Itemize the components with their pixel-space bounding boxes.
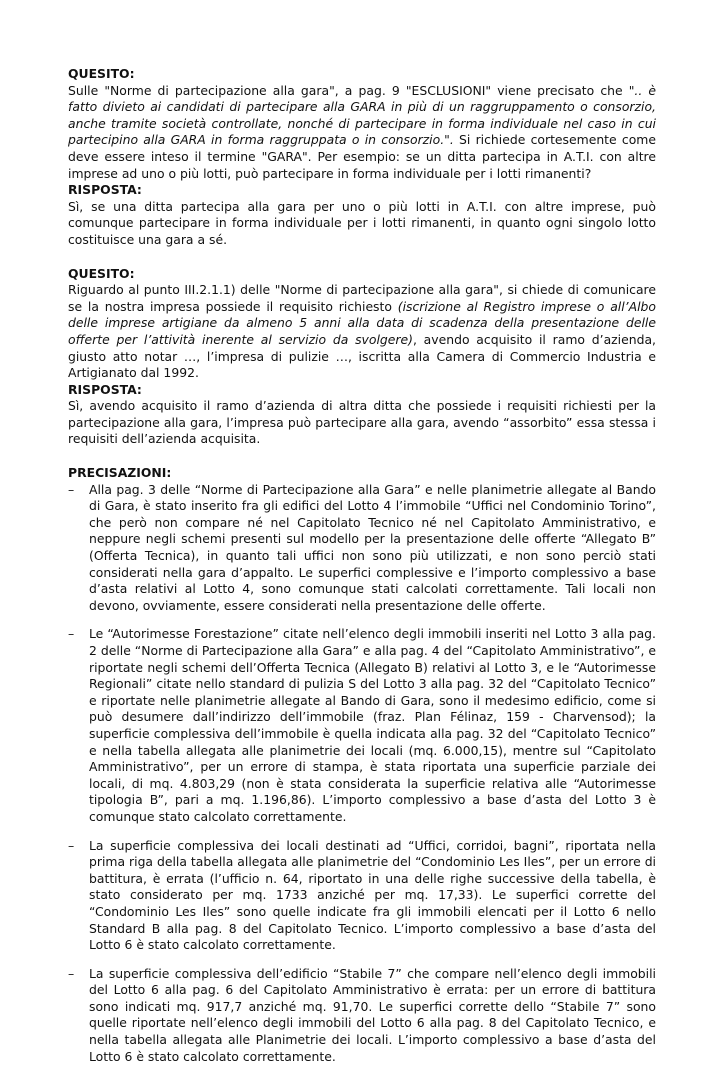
- dash-bullet-icon: –: [68, 481, 75, 497]
- list-item: [68, 966, 656, 1065]
- answer-text: Sì, avendo acquisito il ramo d’azienda di altra ditta che possiede i requisiti richiesti per la partecipazione alla gara, l’impresa può partecipare alla gara, avendo “assorbito” essa stessa i requisiti dell’azienda acquisita.: [68, 398, 656, 447]
- answer-heading: RISPOSTA:: [68, 381, 142, 397]
- list-item: [68, 838, 656, 954]
- question-text-part: Sulle "Norme di partecipazione alla gara", a pag. 9 "ESCLUSIONI" viene precisato che ": [68, 82, 635, 98]
- answer-text: Sì, se una ditta partecipa alla gara per uno o più lotti in A.T.I. con altre imprese, può comunque partecipare in forma individuale per i lotti rimanenti, in quanto ogni singolo lotto costituisce una gara a sé.: [68, 198, 656, 247]
- question-2: [68, 266, 656, 449]
- dash-bullet-icon: –: [68, 626, 75, 642]
- question-quote: (iscrizione al Registro imprese o all’Albo delle imprese artigiane da almeno 5 anni alla data di scadenza della presentazione delle offerte per l’attività inerente al servizio da svolgere): [68, 298, 656, 347]
- question-text-part: Riguardo al punto III.2.1.1) delle "Norme di partecipazione alla gara", si chiede di comunicare se la nostra impresa possiede il requisito richiesto: [68, 282, 656, 314]
- question-heading: QUESITO:: [68, 265, 135, 281]
- precisazioni-heading: PRECISAZIONI:: [68, 465, 172, 481]
- question-text-part: , avendo acquisito il ramo d’azienda, giusto atto notar …, l’impresa di pulizie …, iscritta alla Camera di Commercio Industria e Artigianato dal 1992.: [68, 331, 656, 381]
- list-item-text: La superficie complessiva dell’edificio “Stabile 7” che compare nell’elenco degli immobili del Lotto 6 alla pag. 6 del Capitolato Amministrativo è errata: per un errore di battitura sono indicati mq. 917,7 anziché mq. 91,70. Le superfici corrette dello “Stabile 7” sono quelle riportate nell’elenco degli immobili del Lotto 6 alla pag. 8 del Capitolato Tecnico, e nella tabella allegata alle Planimetrie dei locali. L’importo complessivo a base d’asta del Lotto 6 è stato calcolato correttamente.: [89, 965, 656, 1064]
- dash-bullet-icon: –: [68, 837, 75, 853]
- question-heading: QUESITO:: [68, 66, 135, 81]
- dash-bullet-icon: –: [68, 965, 75, 981]
- question-text: [68, 83, 656, 183]
- question-text: [68, 282, 656, 382]
- answer-heading: RISPOSTA:: [68, 182, 142, 198]
- question-quote: .. è fatto divieto ai candidati di partecipare alla GARA in più di un raggruppamento o consorzio, anche tramite società controllate, nonché di partecipare in forma individuale nel caso in cui partecipino alla GARA in forma raggruppata o in consorzio.".: [68, 82, 656, 148]
- list-item-text: Alla pag. 3 delle “Norme di Partecipazione alla Gara” e nelle planimetrie allegate al Bando di Gara, è stato inserito fra gli edifici del Lotto 4 l’immobile “Uffici nel Condominio Torino”, che però non compare né nel Capitolato Tecnico né nel Capitolato Amministrativo, e neppure negli schemi presenti sul modello per la presentazione delle offerte “Allegato B” (Offerta Tecnica), in quanto tali uffici non sono più utilizzati, e non sono perciò stati considerati nella gara d’appalto. Le superfici complessive e l’importo complessivo a base d’asta relativi al Lotto 4, sono comunque stati calcolati correttamente. Tali locali non devono, ovviamente, essere considerati nella presentazione delle offerte.: [89, 481, 656, 613]
- list-item: [68, 626, 656, 825]
- spacer: [68, 448, 656, 465]
- list-item: [68, 482, 656, 615]
- document-page: [68, 66, 656, 1065]
- precisazioni-section: [68, 465, 656, 1065]
- list-item-text: La superficie complessiva dei locali destinati ad “Uffici, corridoi, bagni”, riportata nella prima riga della tabella allegata alle planimetrie del “Condominio Les Iles”, per un errore di battitura, è errata (l’ufficio n. 64, riportato in una delle righe successive della tabella, è stato considerato per mq. 1733 anziché per mq. 17,33). Le superfici corrette del “Condominio Les Iles” sono quelle indicate fra gli immobili elencati per il Lotto 6 nello Standard B alla pag. 8 del Capitolato Tecnico. L’importo complessivo a base d’asta del Lotto 6 è stato calcolato correttamente.: [89, 837, 656, 953]
- question-text-part: Si richiede cortesemente come deve essere inteso il termine "GARA". Per esempio: se un ditta partecipa in A.T.I. con altre imprese ad uno o più lotti, può partecipare in forma individuale per i lotti rimanenti?: [68, 132, 656, 181]
- question-1: [68, 66, 656, 249]
- list-item-text: Le “Autorimesse Forestazione” citate nell’elenco degli immobili inseriti nel Lotto 3 alla pag. 2 delle “Norme di Partecipazione alla Gara” e alla pag. 4 del “Capitolato Amministrativo”, e riportate negli schemi dell’Offerta Tecnica (Allegato B) relativi al Lotto 3, e le “Autorimesse Regionali” citate nello standard di pulizia S del Lotto 3 alla pag. 32 del “Capitolato Tecnico” e riportate nelle planimetrie allegate al Bando di Gara, sono il medesimo edificio, come si può desumere dall’indirizzo dell’immobile (fraz. Plan Félinaz, 159 - Charvensod); la superficie complessiva dell’immobile è quella indicata alla pag. 32 del “Capitolato Tecnico” e nella tabella allegata alle planimetrie dei locali (mq. 6.000,15), mentre sul “Capitolato Amministrativo”, per un errore di stampa, è stata riportata una superficie parziale dei locali, di mq. 4.803,29 (non è stata considerata la superficie relativa alle “Autorimesse tipologia B”, pari a mq. 1.196,86). L’importo complessivo a base d’asta del Lotto 3 è comunque stato calcolato correttamente.: [89, 626, 656, 824]
- spacer: [68, 249, 656, 266]
